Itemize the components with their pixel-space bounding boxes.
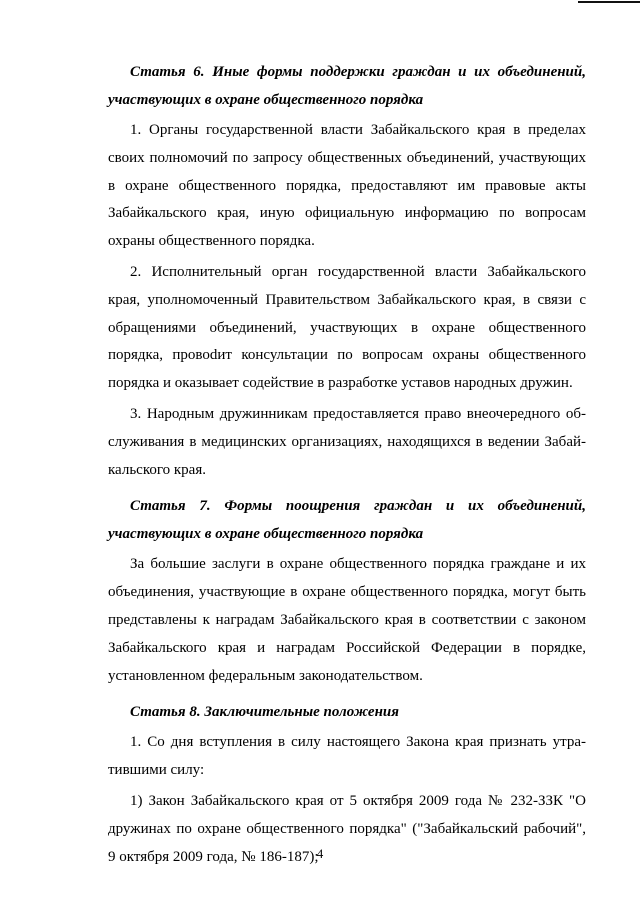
page-number: 4	[316, 846, 324, 861]
article-6-paragraph-1: 1. Органы государственной власти Забайкальского края в пределах своих полномочий по запросу общественных объединений, участвующих в охране общественного порядка, предоставляют им правовые акты Забайкальского края, иную официальную информацию по вопросам охраны общественного порядка.	[108, 122, 586, 250]
article-8-paragraph-1: 1. Со дня вступления в силу настоящего Закона края признать утратившими силу:	[108, 734, 586, 779]
article-7-heading: Статья 7. Формы поощрения граждан и их объединений, участвующих в охране общественного порядка	[108, 498, 586, 543]
article-8-heading: Статья 8. Заключительные положения	[130, 704, 399, 721]
article-6-paragraph-3: 3. Народным дружинникам предоставляется право внеочередного обслуживания в медицинских организациях, находящихся в ведении Забайкальского края.	[108, 405, 586, 478]
article-6-paragraph-2: 2. Исполнительный орган государственной власти Забайкальского края, уполномоченный Правительством Забайкальского края, в связи с обращениями объединений, участвующих в охране общественного порядка, провоdит консультации по вопросам охраны общественного порядка и оказывает содействие в разработке уставов народных дружин.	[108, 263, 586, 392]
article-6-heading: Статья 6. Иные формы поддержки граждан и их объединений, участвующих в охране общественного порядка	[108, 64, 586, 108]
scan-edge-line	[578, 1, 640, 3]
article-8-item-1: 1) Закон Забайкальского края от 5 октября 2009 года № 232-ЗЗК "О дружинах по охране общественного порядка" ("Забайкальский рабочий", 9 октября 2009 года, № 186-187);	[108, 792, 586, 865]
document-body	[108, 58, 586, 871]
article-7-paragraph-1: За большие заслуги в охране общественного порядка граждане и их объединения, участвующие в охране общественного порядка, могут быть представлены к наградам Забайкальского края в соответствии с законом Забайкальского края и наградам Российской Федерации в порядке, установленном федеральным законодательством.	[108, 556, 586, 684]
